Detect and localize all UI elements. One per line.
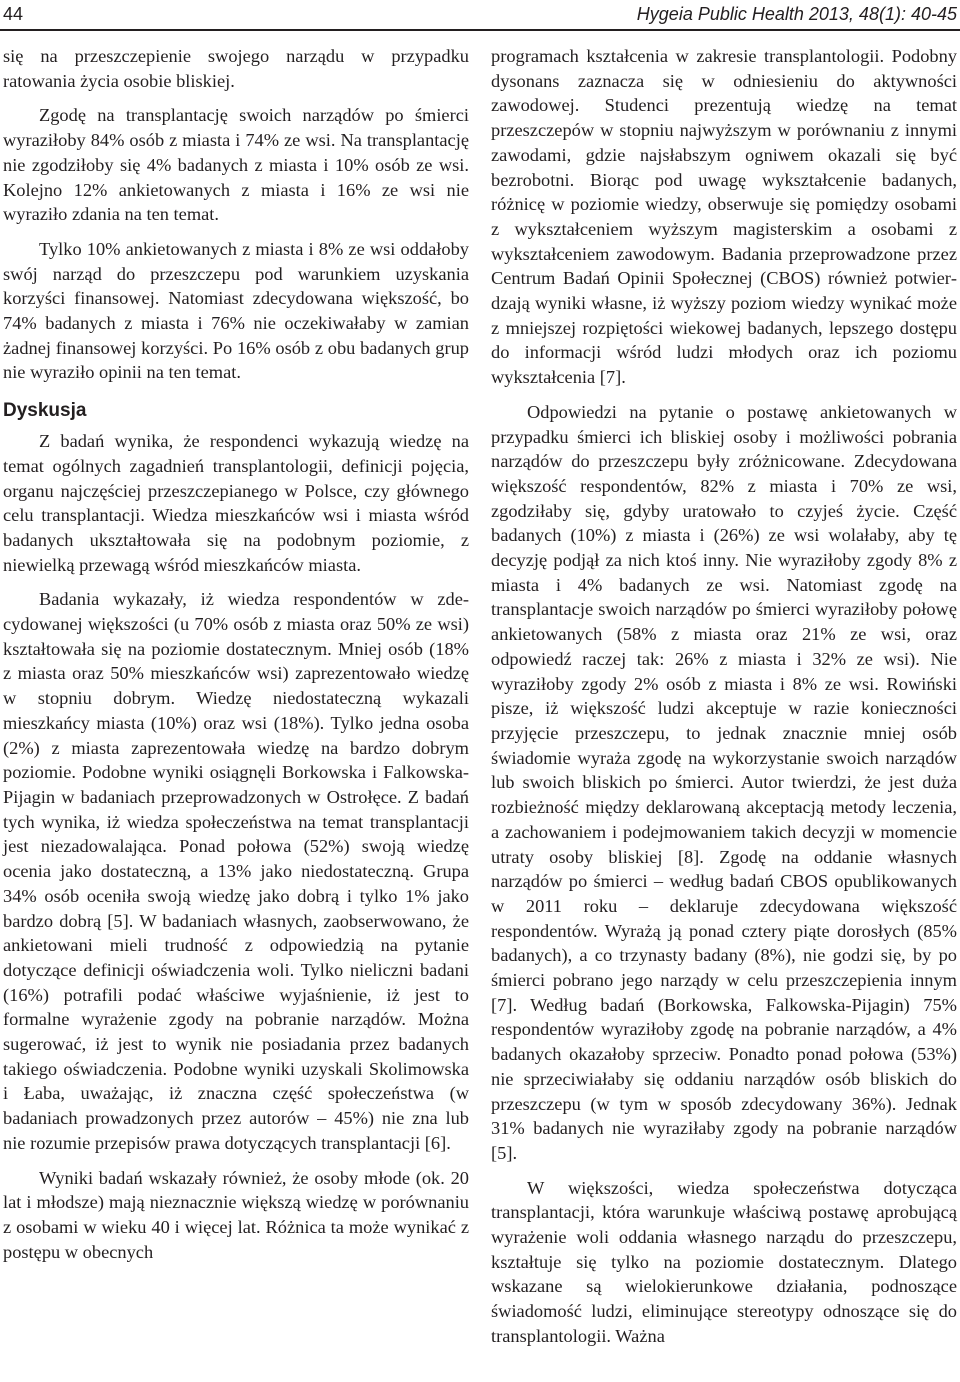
paragraph-continuation: się na przeszczepienie swojego narządu w przypadku ratowania życia osobie bliskiej. (3, 46, 469, 91)
page-number: 44 (3, 3, 24, 24)
paragraph-financial-benefit: Tylko 10% ankietowanych z miasta i 8% ze wsi oddałoby swój narząd do przeszczepu pod warunkiem uzyskania korzyści finansowej. Natomiast zdecydowana większość, bo 74% badanych z miasta i 76% nie oczekiwałaby w zamian żadnej finansowej korzyści. Po 16% osób z obu badanych grup nie wyraziło opinii na ten temat. (3, 238, 469, 383)
paragraph-age-differences: Wyniki badań wskazały również, że osoby młode (ok. 20 lat i młodsze) mają nieznacznie większą wiedzę w porównaniu z osobami w wieku 40 i więcej lat. Różnica ta może wynikać z postępu w obecnych (3, 1167, 469, 1262)
paragraph-education-programs: programach kształcenia w zakresie transplantologii. Podobny dysonans zaznacza się w odniesieniu do aktywności zawodowej. Studenci prezentują wiedzę na temat przeszczepów w stopniu najwyższym w porównaniu z innymi zawodami, gdzie najsłabszym ogniwem okazali się być bezrobotni. Biorąc pod uwagę wykształcenie badanych, różnicę w poziomie wiedzy, obserwuje się pomiędzy osobami z wykształceniem wyższym magisterskim a osobami z wykształceniem zawodowym. Badania przeprowadzone przez Centrum Badań Opinii Społecznej (CBOS) również potwierdzają wyniki własne, iż wyższy poziom wiedzy wynikać może z mniejszej rozpiętości wiekowej badanych, lepszego dostępu do informacji wśród ludzi młodych oraz ich poziomu wykształcenia [7]. (491, 46, 957, 388)
right-column (491, 44, 957, 1349)
paragraph-consent-after-death: Zgodę na transplantację swoich narządów po śmierci wyraziłoby 84% osób z miasta i 74% ze wsi. Na transplantację nie zgodziłoby się 4% badanych z miasta i 10% osób ze wsi. Kolejno 12% ankietowanych z miasta i 16% ze wsi nie wyraziło zdania na ten temat. (3, 105, 469, 225)
paragraph-conclusion-start: W większości, wiedza społeczeństwa dotycząca transplantacji, która warunkuje właściwą postawę aprobującą wyrażenie woli oddania własnego narządu do przeszczepu, kształtuje się tylko na poziomie dostatecznym. Dlatego wskazane są wielokierunkowe działania, podnoszące świadomość ludzi, eliminujące stereotypy odnoszące się do transplantologii. Ważna (491, 1177, 957, 1346)
journal-citation: Hygeia Public Health 2013, 48(1): 40-45 (636, 3, 957, 24)
left-column (3, 44, 469, 1264)
header-rule (0, 29, 960, 31)
paragraph-knowledge-levels: Badania wykazały, iż wiedza respondentów w zdecydowanej większości (u 70% osób z miasta oraz 50% ze wsi) kształtowała się na poziomie dostatecznym. Mniej osób (18% z miasta oraz 50% mieszkańców wsi) zaprezentowało wiedzę w stopniu dobrym. Wiedzę niedostateczną wykazali mieszkańcy miasta (10%) oraz wsi (18%). Tylko jedna osoba (2%) z miasta zaprezentowała wiedzę na bardzo dobrym poziomie. Podobne wyniki osiągnęli Borkowska i Falkowska-Pijagin w badaniach przeprowadzonych w Ostrołęce. Z badań tych wynika, iż wiedza społeczeństwa na temat transplantacji jest niezadowalająca. Ponad połowa (52%) swoją wiedzę ocenia jako dostateczną, a 13% jako niedostateczną. Grupa 34% osób oceniła swoją wiedzę jako dobrą i tylko 1% jako bardzo dobrą [5]. W badaniach własnych, zaobserwowano, że ankietowani mieli trudność z odpowiedzią na pytanie dotyczące definicji oświadczenia woli. Tylko nieliczni badani (16%) potrafili podać właściwe wyjaśnienie, iż jest to formalne wyrażenie zgody na pobranie narządów. Można sugerować, iż jest to wynik nie posiadania przez badanych takiego oświadczenia. Podobne wyniki uzyskali Skolimowska i Łaba, uważając, iż znaczna część społeczeństwa (w badaniach prowadzonych przez autorów – 45%) nie zna lub nie rozumie przepisów prawa dotyczących transplantacji [6]. (3, 589, 469, 1153)
running-header (3, 0, 957, 28)
paragraph-attitudes-organ-donation: Odpowiedzi na pytanie o postawę ankietowanych w przypadku śmierci ich bliskiej osoby i możliwości pobrania narządów do przeszczepu były zróżnicowane. Zdecydowana większość respondentów, 82% z miasta i 70% ze wsi, zgodziłaby się, gdyby uratowało to czyjeś życie. Część badanych (10%) z miasta i (26%) ze wsi wolałaby, aby tę decyzję podjął za nich ktoś inny. Nie wyraziłoby zgody 8% z miasta i 4% badanych ze wsi. Natomiast zgodę na transplantacje swoich narządów po śmierci wyraziłoby połowę ankietowanych (58% z miasta oraz 21% ze wsi, oraz odpowiedź raczej tak: 26% z miasta i 32% ze wsi). Nie wyraziłoby zgody 2% osób z miasta i 8% ze wsi. Rowiński pisze, iż większość ludzi akceptuje w razie konieczności przyjęcie przeszczepu, to jednak znacznie mniej osób świadomie wyraża zgodę na wykorzystanie swoich narządów lub swoich bliskich po śmierci. Autor twierdzi, że jest duża rozbieżność między deklarowaną akceptacją metody leczenia, a zachowaniem i podejmowaniem takich decyzji w momencie utraty osoby bliskiej [8]. Zgodę na oddanie własnych narządów po śmierci – według badań CBOS opublikowanych w 2011 roku – deklaruje zdecydowana większość respondentów. Wyrażą ją ponad cztery piąte dorosłych (85% badanych), a co trzynasty badany (8%), nie godzi się, by po śmierci pobrano jego narządy w celu przeszczepienia innym [7]. Według badań (Borkowska, Falkowska-Pijagin) 75% respondentów wyraziłoby zgodę na pobranie narządów, a 4% badanych okazałoby sprzeciw. Ponadto ponad połowa (53%) nie sprzeciwiałaby się oddaniu narządów osób bliskich do przeszczepu (w tym w sposób zdecydowany 36%). Jednak 31% badanych nie wyraziłaby zgody na pobranie narządów [5]. (491, 401, 957, 1163)
section-heading-discussion: Dyskusja (3, 400, 87, 422)
paragraph-discussion-knowledge: Z badań wynika, że respondenci wykazują wiedzę na temat ogólnych zagadnień transplantologii, definicji pojęcia, organu najczęściej przeszczepianego w Polsce, czy głównego celu transplantacji. Wiedza mieszkańców wsi i miasta wśród badanych ukształtowała się na podobnym poziomie, z niewielką przewagą wśród mieszkańców miasta. (3, 431, 469, 575)
